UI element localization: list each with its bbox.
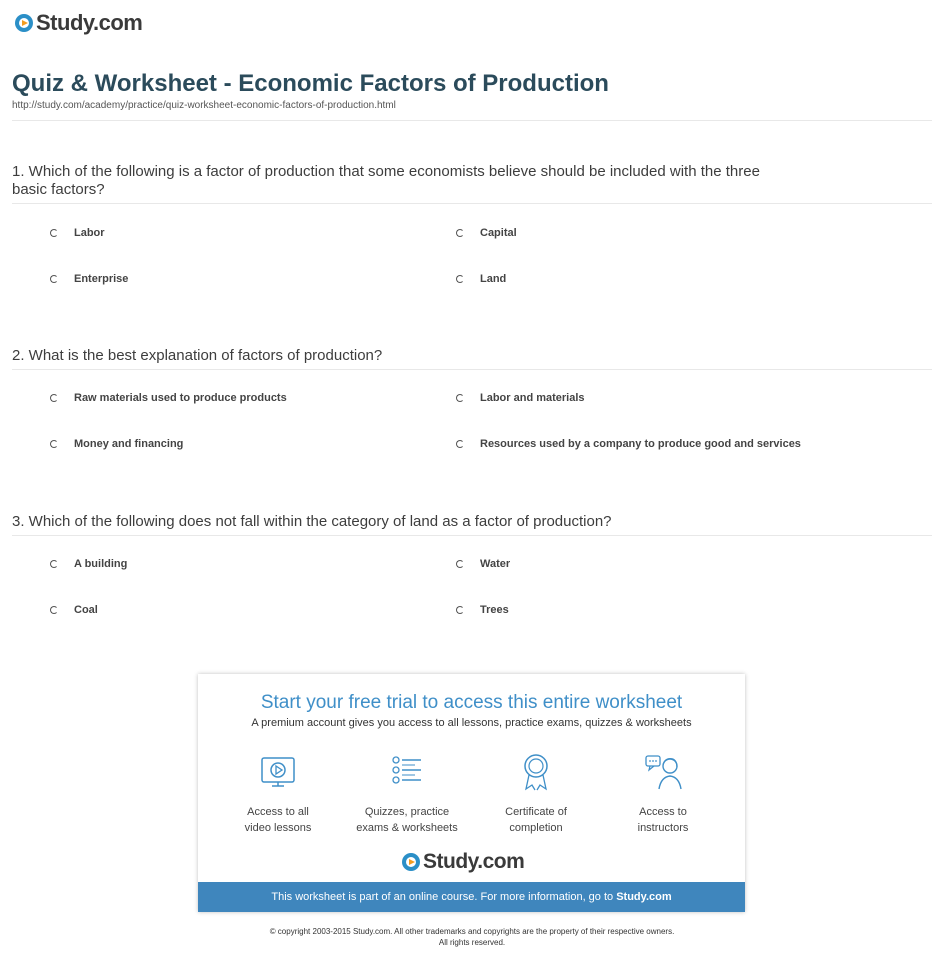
option-label: Capital [480, 227, 517, 239]
feature-instructors [598, 752, 728, 836]
study-logo-icon [15, 14, 33, 32]
option-label: Labor [74, 227, 105, 239]
promo-subtitle: A premium account gives you access to all lessons, practice exams, quizzes & worksheets [251, 717, 692, 729]
copyright-line: © copyright 2003-2015 Study.com. All other trademarks and copyrights are the property of their respective owners. [269, 927, 675, 936]
option-label: Trees [480, 604, 509, 616]
answer-option[interactable] [456, 227, 517, 239]
answer-option[interactable] [456, 604, 509, 616]
page-title: Quiz & Worksheet - Economic Factors of Production [12, 70, 609, 97]
radio-icon[interactable] [50, 275, 58, 283]
answer-option[interactable] [50, 227, 105, 239]
page-url: http://study.com/academy/practice/quiz-worksheet-economic-factors-of-production.html [12, 100, 396, 111]
answer-option[interactable] [50, 604, 98, 616]
study-logo-icon [402, 853, 420, 871]
logo-text: Study.com [423, 850, 525, 873]
option-label: Water [480, 558, 511, 570]
feature-certificate [471, 752, 601, 836]
radio-icon[interactable] [456, 440, 464, 448]
option-label: Money and financing [74, 438, 184, 450]
answer-option[interactable] [456, 273, 506, 285]
video-lesson-icon [258, 752, 298, 792]
study-logo[interactable] [15, 10, 142, 36]
radio-icon[interactable] [456, 229, 464, 237]
radio-icon[interactable] [50, 394, 58, 402]
logo-text: Study.com [36, 10, 143, 35]
free-trial-promo [198, 674, 745, 912]
certificate-icon [516, 752, 556, 792]
option-label: Labor and materials [480, 392, 585, 404]
option-label: Raw materials used to produce products [74, 392, 287, 404]
radio-icon[interactable] [50, 440, 58, 448]
answer-option[interactable] [50, 273, 128, 285]
option-label: Land [480, 273, 507, 285]
rights-reserved: All rights reserved. [438, 938, 506, 947]
answer-option[interactable] [50, 558, 127, 570]
checklist-icon [387, 752, 427, 792]
radio-icon[interactable] [456, 275, 464, 283]
radio-icon[interactable] [50, 229, 58, 237]
answer-option[interactable] [50, 438, 183, 450]
divider [12, 203, 932, 204]
study-link[interactable]: Study.com [616, 891, 672, 903]
radio-icon[interactable] [456, 560, 464, 568]
feature-quizzes [342, 752, 472, 836]
question-1: 1. Which of the following is a factor of production that some economists believe should be included with the three basic factors? [12, 163, 760, 198]
promo-footer-bar [198, 882, 745, 912]
divider [12, 535, 932, 536]
answer-option[interactable] [456, 558, 510, 570]
divider [12, 369, 932, 370]
answer-option[interactable] [50, 392, 287, 404]
option-label: Coal [74, 604, 98, 616]
copyright [0, 926, 944, 948]
radio-icon[interactable] [456, 394, 464, 402]
feature-label: Certificate of completion [505, 806, 567, 834]
option-label: A building [74, 558, 128, 570]
question-2: 2. What is the best explanation of factors of production? [12, 347, 383, 364]
divider [12, 120, 932, 121]
instructor-icon [643, 752, 683, 792]
feature-video-lessons [213, 752, 343, 836]
feature-label: Access to all video lessons [244, 806, 312, 834]
radio-icon[interactable] [50, 560, 58, 568]
option-label: Resources used by a company to produce good and services [480, 438, 801, 450]
answer-option[interactable] [456, 438, 801, 450]
answer-option[interactable] [456, 392, 585, 404]
radio-icon[interactable] [456, 606, 464, 614]
feature-label: Access to instructors [637, 806, 689, 834]
feature-label: Quizzes, practice exams & worksheets [356, 806, 458, 834]
option-label: Enterprise [74, 273, 129, 285]
radio-icon[interactable] [50, 606, 58, 614]
promo-study-logo[interactable] [402, 850, 524, 874]
promo-title[interactable]: Start your free trial to access this entire worksheet [260, 692, 683, 713]
promo-footer-text: This worksheet is part of an online course. For more information, go to [271, 891, 617, 903]
question-3: 3. Which of the following does not fall within the category of land as a factor of production? [12, 513, 612, 530]
